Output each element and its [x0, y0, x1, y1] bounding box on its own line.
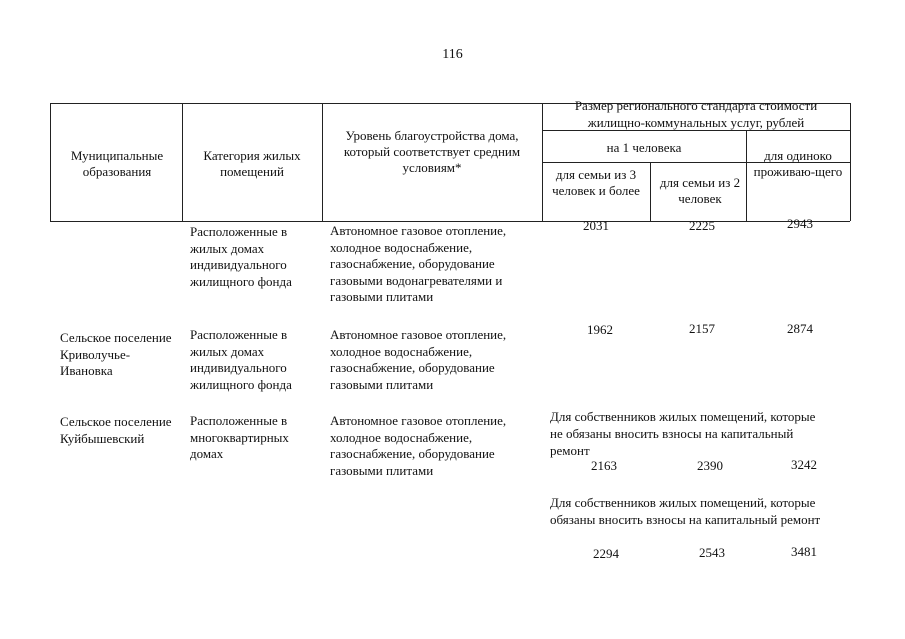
row-single: 2874 — [787, 321, 813, 336]
row-family2: 2157 — [689, 321, 715, 336]
header-municipality: Муниципальные образования — [70, 148, 164, 179]
ownership-note: Для собственников жилых помещений, которые обязаны вносить взносы на капитальный ремонт — [550, 495, 821, 527]
row-category: Расположенные в жилых домах индивидуального жилищного фонда — [190, 224, 292, 289]
row-comfort: Автономное газовое отопление, холодное водоснабжение, газоснабжение, оборудование газовыми плитами — [330, 327, 507, 392]
header-comfort: Уровень благоустройства дома, который соответствует средним условиям* — [343, 128, 521, 175]
header-category: Категория жилых помещений — [203, 148, 301, 179]
row-category: Расположенные в многоквартирных домах — [190, 413, 289, 461]
row-category: Расположенные в жилых домах индивидуального жилищного фонда — [190, 327, 292, 392]
row-municipality: Сельское поселение Куйбышевский — [60, 414, 172, 446]
row-municipality: Сельское поселение Криволучье-Ивановка — [60, 330, 172, 378]
header-per-person: на 1 человека — [606, 140, 682, 155]
row-family3: 1962 — [587, 322, 613, 337]
group-single: 3481 — [791, 544, 817, 559]
header-family2: для семьи из 2 человек — [659, 175, 741, 206]
page-number: 116 — [442, 47, 463, 62]
header-single: для одиноко проживаю-щего — [753, 148, 843, 179]
group-family2: 2390 — [697, 458, 723, 473]
row-family3: 2031 — [583, 218, 609, 233]
row-comfort: Автономное газовое отопление, холодное водоснабжение, газоснабжение, оборудование газовыми плитами — [330, 413, 507, 478]
row-family2: 2225 — [689, 218, 715, 233]
group-single: 3242 — [791, 457, 817, 472]
header-family3: для семьи из 3 человек и более — [552, 167, 640, 198]
header-standard: Размер регионального стандарта стоимости жилищно-коммунальных услуг, рублей — [574, 98, 818, 130]
group-family3: 2163 — [591, 458, 617, 473]
ownership-note: Для собственников жилых помещений, которые не обязаны вносить взносы на капитальный ремонт — [550, 409, 816, 458]
row-single: 2943 — [787, 216, 813, 231]
group-family2: 2543 — [699, 545, 725, 560]
group-family3: 2294 — [593, 546, 619, 561]
row-comfort: Автономное газовое отопление, холодное водоснабжение, газоснабжение, оборудование газовыми водонагревателями и газовыми плитами — [330, 223, 507, 304]
